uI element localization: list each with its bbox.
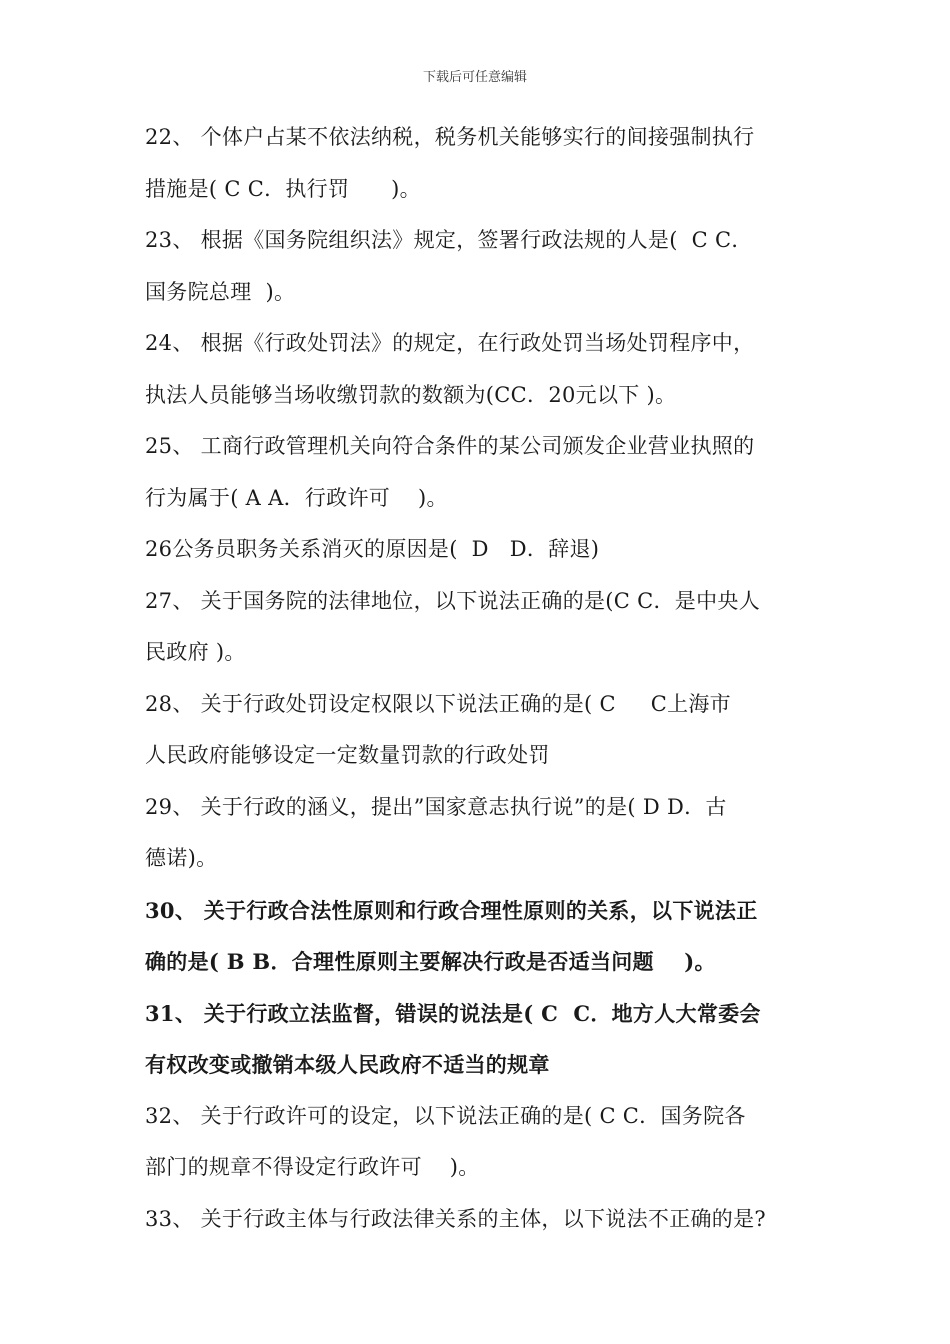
text-line: 部门的规章不得设定行政许可 )。 [145,1155,480,1179]
text-line: 27、 关于国务院的法律地位，以下说法正确的是(C C．是中央人 [145,588,760,613]
text-line: 26公务员职务关系消灭的原因是( D D．辞退) [145,537,600,561]
text-line: 执法人员能够当场收缴罚款的数额为(CC．20元以下 )。 [145,382,677,407]
text-line: 措施是( C C．执行罚 )。 [145,176,421,201]
page-header: 下载后可任意编辑 [422,70,527,85]
text-line: 25、 工商行政管理机关向符合条件的某公司颁发企业营业执照的 [145,434,755,458]
text-line: 29、 关于行政的涵义，提出”国家意志执行说”的是( D D．古 [145,794,727,819]
bold-text-line: 确的是( B B．合理性原则主要解决行政是否适当问题 )。 [145,949,716,974]
bold-text-line: 有权改变或撤销本级人民政府不适当的规章 [145,1052,550,1077]
text-line: 32、 关于行政许可的设定，以下说法正确的是( C C．国务院各 [145,1103,746,1128]
text-line: 行为属于( A A．行政许可 )。 [145,485,448,510]
bold-text-line: 30、 关于行政合法性原则和行政合理性原则的关系，以下说法正 [145,897,758,923]
text-line: 德诺)。 [145,846,218,870]
text-line: 民政府 )。 [145,640,246,664]
text-line: 28、 关于行政处罚设定权限以下说法正确的是( C C上海市 [145,691,731,716]
text-line: 国务院总理 )。 [145,279,296,304]
text-line: 23、 根据《国务院组织法》规定，签署行政法规的人是( C C． [145,228,753,252]
text-line: 人民政府能够设定一定数量罚款的行政处罚 [145,743,550,767]
text-line: 24、 根据《行政处罚法》的规定，在行政处罚当场处罚程序中， [145,331,755,355]
text-line: 33、 关于行政主体与行政法律关系的主体，以下说法不正确的是? [145,1206,766,1231]
text-line: 22、 个体户占某不依法纳税，税务机关能够实行的间接强制执行 [145,125,755,149]
bold-text-line: 31、 关于行政立法监督，错误的说法是( C C．地方人大常委会 [145,1000,761,1026]
document-body [145,112,835,1245]
